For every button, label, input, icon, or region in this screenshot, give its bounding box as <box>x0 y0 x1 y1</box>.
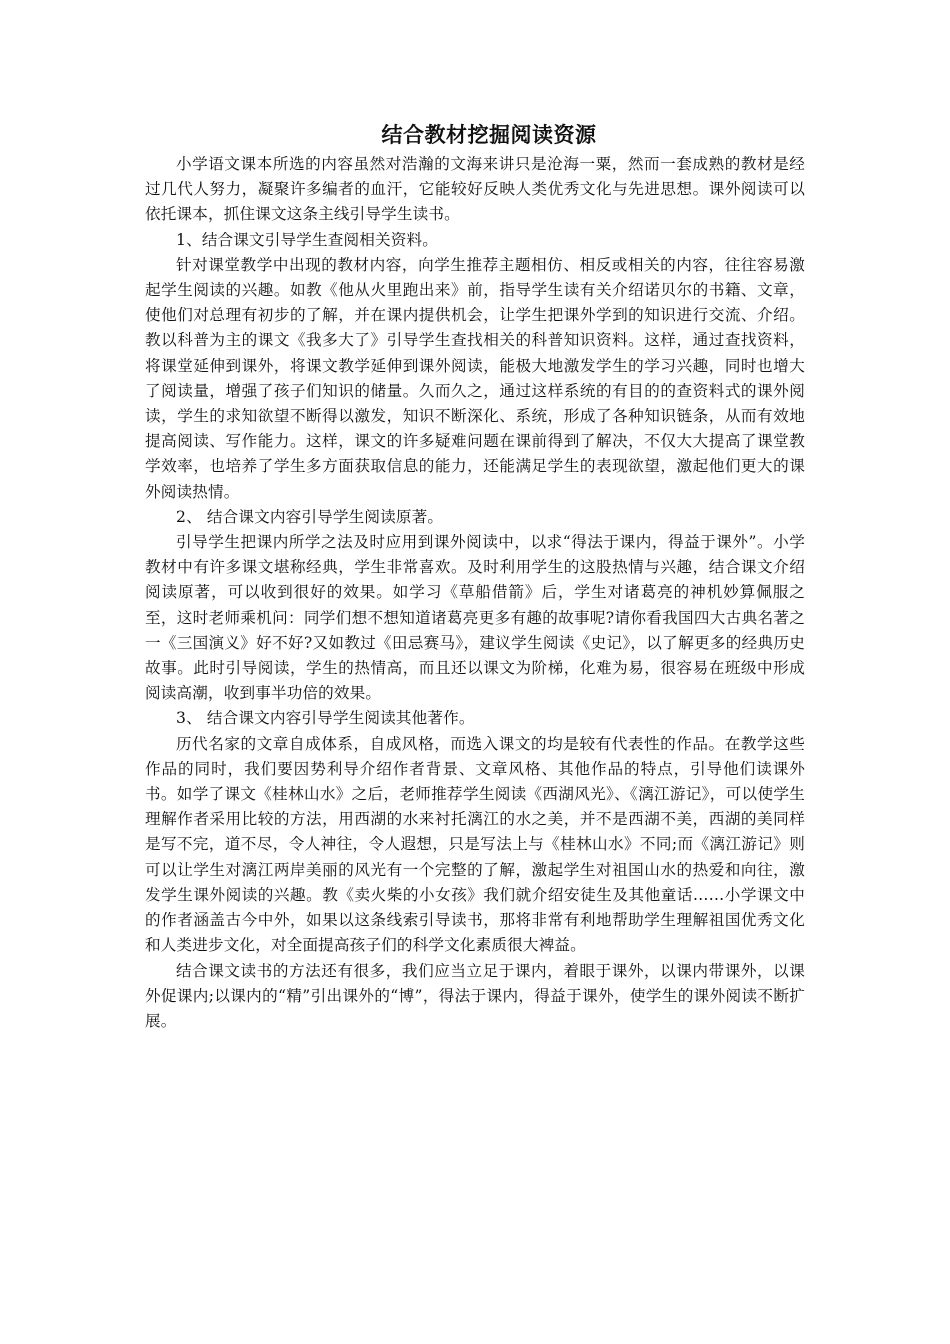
section-3-heading: 3、 结合课文内容引导学生阅读其他著作。 <box>176 709 475 728</box>
section-3-body: 历代名家的文章自成体系，自成风格，而选入课文的均是较有代表性的作品。在教学这些作品的同时，我们要因势利导介绍作者背景、文章风格、其他作品的特点，引导他们读课外书。如学了课文《桂林山水》之后，老师推荐学生阅读《西湖风光》、《漓江游记》，可以使学生理解作者采用比较的方法，用西湖的水来衬托漓江的水之美，并不是西湖不美，西湖的美同样是写不完，道不尽，令人神往，令人遐想，只是写法上与《桂林山水》不同;而《漓江游记》则可以让学生对漓江两岸美丽的风光有一个完整的了解，激起学生对祖国山水的热爱和向往，激发学生课外阅读的兴趣。教《卖火柴的小女孩》我们就介绍安徒生及其他童话……小学课文中的作者涵盖古今中外，如果以这条线索引导读书，那将非常有利地帮助学生理解祖国优秀文化和人类进步文化，对全面提高孩子们的科学文化素质很大裨益。 <box>145 734 805 955</box>
document-page <box>145 118 805 1034</box>
section-2-heading: 2、 结合课文内容引导学生阅读原著。 <box>176 507 444 526</box>
conclusion-paragraph: 结合课文读书的方法还有很多，我们应当立足于课内，着眼于课外，以课内带课外，以课外促课内;以课内的“精”引出课外的“博”，得法于课内，得益于课外，使学生的课外阅读不断扩展。 <box>145 961 805 1030</box>
section-1-body: 针对课堂教学中出现的教材内容，向学生推荐主题相仿、相反或相关的内容，往往容易激起学生阅读的兴趣。如教《他从火里跑出来》前，指导学生读有关介绍诺贝尔的书籍、文章，使他们对总理有初步的了解，并在课内提供机会，让学生把课外学到的知识进行交流、介绍。教以科普为主的课文《我多大了》引导学生查找相关的科普知识资料。这样，通过查找资料，将课堂延伸到课外，将课文教学延伸到课外阅读，能极大地激发学生的学习兴趣，同时也增大了阅读量，增强了孩子们知识的储量。久而久之，通过这样系统的有目的的查资料式的课外阅读，学生的求知欲望不断得以激发，知识不断深化、系统，形成了各种知识链条，从而有效地提高阅读、写作能力。这样，课文的许多疑难问题在课前得到了解决，不仅大大提高了课堂教学效率，也培养了学生多方面获取信息的能力，还能满足学生的表现欲望，激起他们更大的课外阅读热情。 <box>145 255 805 501</box>
document-title: 结合教材挖掘阅读资源 <box>381 122 597 147</box>
intro-paragraph: 小学语文课本所选的内容虽然对浩瀚的文海来讲只是沧海一粟，然而一套成熟的教材是经过几代人努力，凝聚许多编者的血汗，它能较好反映人类优秀文化与先进思想。课外阅读可以依托课本，抓住课文这条主线引导学生读书。 <box>145 155 805 224</box>
section-1-heading: 1、结合课文引导学生查阅相关资料。 <box>176 230 438 249</box>
section-2-body: 引导学生把课内所学之法及时应用到课外阅读中，以求“得法于课内，得益于课外”。小学教材中有许多课文堪称经典，学生非常喜欢。及时利用学生的这股热情与兴趣，结合课文介绍阅读原著，可以收到很好的效果。如学习《草船借箭》后，学生对诸葛亮的神机妙算佩服之至，这时老师乘机问：同学们想不想知道诸葛亮更多有趣的故事呢?请你看我国四大古典名著之一《三国演义》好不好?又如教过《田忌赛马》，建议学生阅读《史记》，以了解更多的经典历史故事。此时引导阅读，学生的热情高，而且还以课文为阶梯，化难为易，很容易在班级中形成阅读高潮，收到事半功倍的效果。 <box>145 533 805 703</box>
